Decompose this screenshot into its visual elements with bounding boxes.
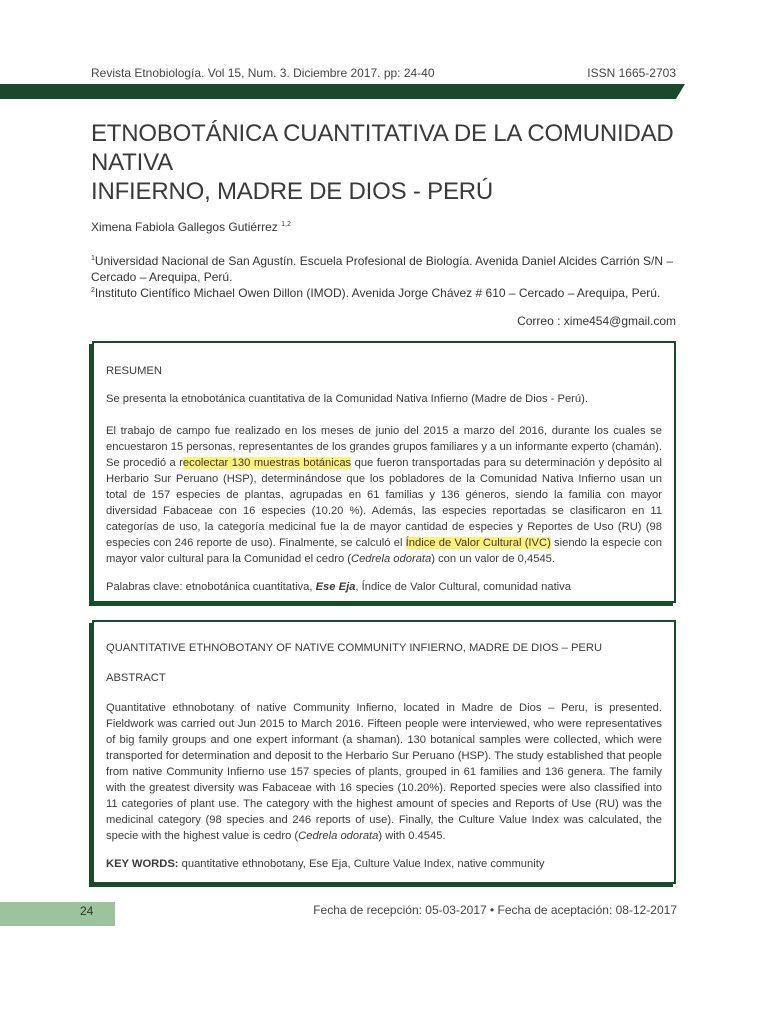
keywords-rest: , Índice de Valor Cultural, comunidad nativa	[355, 581, 571, 593]
key-words-text: quantitative ethnobotany, Ese Eja, Culture Value Index, native community	[178, 858, 545, 870]
palabras-clave	[106, 579, 662, 595]
header-bar-corner	[676, 84, 685, 99]
journal-citation: Revista Etnobiología. Vol 15, Num. 3. Diciembre 2017. pp: 24-40	[91, 66, 435, 80]
abstract-box	[92, 620, 676, 884]
abstract-heading: ABSTRACT	[106, 672, 166, 684]
keywords-label: Palabras clave: etnobotánica cuantitativa,	[106, 581, 316, 593]
resumen-intro: Se presenta la etnobotánica cuantitativa de la Comunidad Nativa Infierno (Madre de Dios - Perú).	[106, 393, 588, 405]
article-title	[91, 119, 691, 206]
page-number: 24	[80, 904, 94, 918]
abstract-species-name: Cedrela odorata	[298, 830, 379, 842]
resumen-text-2: que fueron transportadas para su determinación y depósito al Herbario Sur Peruano (HSP), determinándose que los pobladores de la Comunidad Nativa Infierno usan un total de 157 especies de plantas, agrupadas en 61 familias y 136 géneros, siendo la familia con mayor diversidad Fabaceae con 16 especies (10.20 %). Además, las especies reportadas se clasificaron en 11 categorías de uso, la categoría medicinal fue la de mayor cantidad de especies y Reportes de Uso (RU) (98 especies con 246 reporte de uso). Finalmente, se calculó el	[106, 457, 662, 549]
affiliation-2-num: 2	[91, 287, 95, 294]
page-number-tab	[0, 902, 115, 926]
highlight-ivc: Índice de Valor Cultural (IVC)	[405, 537, 551, 549]
author	[91, 220, 291, 234]
author-name: Ximena Fabiola Gallegos Gutiérrez	[91, 220, 278, 234]
resumen-box	[92, 341, 676, 603]
resumen-text-1: El trabajo de campo fue realizado en los meses de junio del 2015 a marzo del 2016, durante los cuales se encuestaron 15 personas, representantes de los grandes grupos familiares y a un informante experto (chamán). Se procedió a r	[106, 425, 662, 469]
keyword-ese-eja: Ese Eja	[315, 581, 356, 593]
author-affiliation-marks: 1,2	[281, 221, 291, 228]
affiliation-1	[91, 251, 677, 285]
abstract-body	[106, 700, 662, 844]
resumen-body	[106, 423, 662, 567]
affiliation-2	[91, 283, 677, 301]
contact-email: Correo : xime454@gmail.com	[517, 314, 676, 328]
title-line-1: ETNOBOTÁNICA CUANTITATIVA DE LA COMUNIDAD NATIVA	[91, 120, 674, 176]
key-words	[106, 856, 662, 872]
highlight-muestras: ecolectar 130 muestras botánicas	[182, 457, 352, 469]
title-line-2: INFIERNO, MADRE DE DIOS - PERÚ	[91, 178, 494, 205]
resumen-text-3: siendo la especie con mayor valor cultural para la Comunidad el cedro (	[106, 537, 662, 565]
affiliation-1-num: 1	[91, 255, 95, 262]
running-header	[91, 66, 676, 80]
resumen-text-4: ) con un valor de 0,4545.	[431, 553, 556, 565]
header-bar	[0, 84, 676, 99]
key-words-label: KEY WORDS:	[106, 858, 179, 870]
resumen-heading: RESUMEN	[106, 365, 162, 377]
affiliation-2-text: Instituto Científico Michael Owen Dillon (IMOD). Avenida Jorge Chávez # 610 – Cercado – Arequipa, Perú.	[94, 286, 661, 300]
species-name: Cedrela odorata	[351, 553, 432, 565]
abstract-text-2: ) with 0.4545.	[378, 830, 446, 842]
affiliation-1-text: Universidad Nacional de San Agustín. Escuela Profesional de Biología. Avenida Daniel Alcides Carrión S/N – Cercado – Arequipa, Perú.	[91, 254, 674, 284]
abstract-text-1: Quantitative ethnobotany of native Community Infierno, located in Madre de Dios – Peru, is presented. Fieldwork was carried out Jun 2015 to March 2016. Fifteen people were interviewed, who were representatives of big family groups and one expert informant (a shaman). 130 botanical samples were collected, which were transported for determination and deposit to the Herbario Sur Peruano (HSP). The study established that people from native Community Infierno use 157 species of plants, grouped in 61 families and 136 genera. The family with the greatest diversity was Fabaceae with 16 species (10.20%). Reported species were also classified into 11 categories of plant use. The category with the highest amount of species and Reports of Use (RU) was the medicinal category (98 species and 246 reports of use). Finally, the Culture Value Index was calculated, the specie with the highest value is cedro (	[106, 702, 662, 842]
issn: ISSN 1665-2703	[587, 66, 676, 80]
abstract-title: QUANTITATIVE ETHNOBOTANY OF NATIVE COMMUNITY INFIERNO, MADRE DE DIOS – PERU	[106, 642, 603, 654]
received-accepted-dates: Fecha de recepción: 05-03-2017 • Fecha de aceptación: 08-12-2017	[313, 903, 677, 917]
